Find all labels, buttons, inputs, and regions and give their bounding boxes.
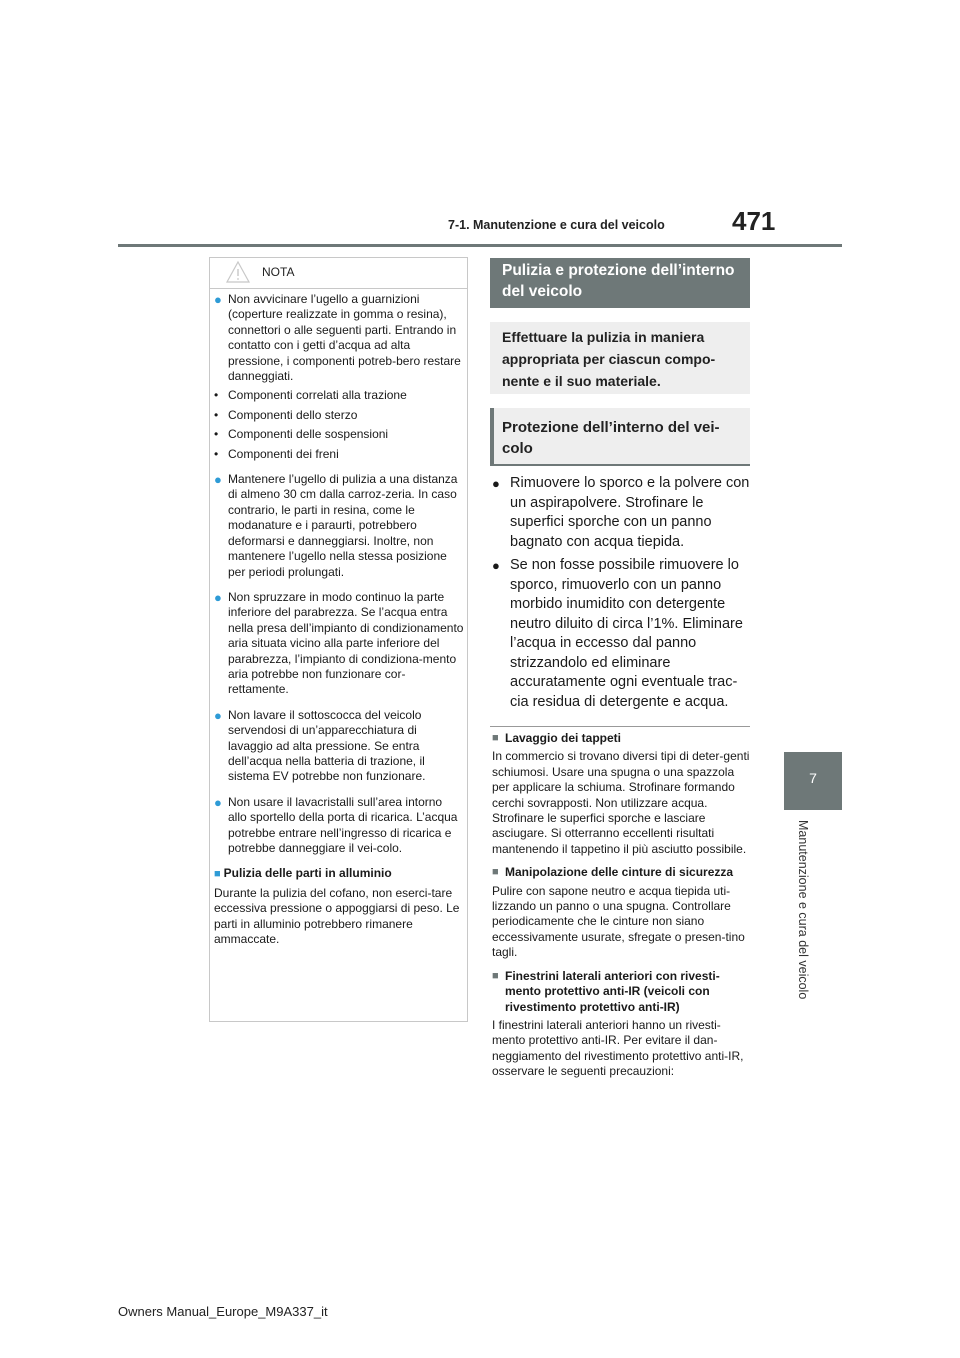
- list-item: ● Rimuovere lo sporco e la polvere con un aspirapolvere. Strofinare le superfici sporche con un panno bagnato con acqua tiepida.: [492, 474, 750, 552]
- note-bullet: ● Non lavare il sottoscocca del veicolo servendosi di un’apparecchiatura di lavaggio ad alta pressione. Se entra dell’acqua nella batteria di trazione, il sistema EV potrebbe non funzionare.: [214, 707, 426, 784]
- info-section: [492, 731, 750, 1088]
- note-sub-item: • Componenti correlati alla trazione: [214, 388, 407, 403]
- bullet-dot-icon: ●: [492, 476, 500, 491]
- bullet-dot-icon: ●: [214, 794, 222, 810]
- bullet-dot-icon: ●: [214, 589, 222, 605]
- bullet-dot-icon: ●: [492, 558, 500, 573]
- warning-triangle-icon: [225, 260, 251, 284]
- note-bullet: ● Mantenere l’ugello di pulizia a una distanza di almeno 30 cm dalla carroz-zeria. In caso contrario, le parti in resina, come le modanature e i paraurti, potrebbero deformarsi e danneggiarsi. Inoltre, non mantenere l’ugello nella stessa posizione per periodi prolungati.: [214, 472, 458, 579]
- page-number: 471: [732, 206, 776, 236]
- note-bullet: ● Non usare il lavacristalli sull’area intorno allo sportello della porta di ricarica. L’acqua potrebbe entrare nell’ingresso di ricarica e potrebbe danneggiare il vei-colo.: [214, 794, 458, 855]
- header-divider: [118, 244, 842, 247]
- note-sub-item: • Componenti delle sospensioni: [214, 427, 389, 442]
- square-bullet-icon: ■: [492, 732, 499, 744]
- info-heading: ■ Manipolazione delle cinture di sicurezza: [492, 865, 734, 880]
- main-heading: Pulizia e protezione dell’interno del veicolo: [490, 258, 750, 308]
- note-sub-item: • Componenti dello sterzo: [214, 407, 358, 422]
- care-list: [492, 474, 750, 716]
- info-heading: ■ Lavaggio dei tappeti: [492, 731, 622, 745]
- note-body: [214, 292, 464, 947]
- section-divider: [490, 726, 750, 727]
- note-sub-item: • Componenti dei freni: [214, 446, 339, 461]
- section-title: 7-1. Manutenzione e cura del veicolo: [448, 218, 665, 232]
- square-bullet-icon: ■: [492, 866, 499, 879]
- aluminium-text: Durante la pulizia del cofano, non eserci-tare eccessiva pressione o appoggiarsi di peso. Le parti in alluminio potrebbero rimanere ammaccate.: [214, 885, 460, 947]
- info-text: I finestrini laterali anteriori hanno un rivesti-mento protettivo anti-IR. Per evitare il dan-neggiamento del rivestimento protettivo anti-IR, osservare le seguenti precauzioni:: [492, 1017, 744, 1079]
- chapter-label: Manutenzione e cura del veicolo: [796, 820, 810, 1000]
- intro-box: Effettuare la pulizia in maniera appropriata per ciascun compo-nente e il suo materiale.: [490, 322, 750, 394]
- chapter-number: 7: [809, 770, 817, 786]
- info-heading: ■ Finestrini laterali anteriori con rivesti-mento protettivo anti-IR (veicoli con rivestimento protettivo anti-IR): [492, 968, 720, 1014]
- bullet-dot-icon: ●: [214, 707, 222, 723]
- list-item: ● Se non fosse possibile rimuovere lo sporco, rimuoverlo con un panno morbido inumidito con detergente neutro diluito di circa l’1%. Eliminare l’acqua in eccesso dal panno strizzandolo ed eliminare accuratamente ogni eventuale trac-cia residua di detergente e acqua.: [492, 556, 750, 712]
- note-bullet: ● Non spruzzare in modo continuo la parte inferiore del parabrezza. Se l’acqua entra nella presa dell’impianto di condizionamento aria situata vicino alla parte inferiore del parabrezza, l’impianto di condiziona-mento aria potrebbe non funzionare cor-rettamente.: [214, 589, 464, 697]
- sub-heading: Protezione dell’interno del vei-colo: [490, 408, 750, 466]
- info-text: Pulire con sapone neutro e acqua tiepida uti-lizzando un panno o una spugna. Controllare periodicamente che le cinture non siano eccessivamente usurate, sfregate o presen-tino tagli.: [492, 883, 745, 960]
- note-title: NOTA: [262, 265, 295, 279]
- info-text: In commercio si trovano diversi tipi di deter-genti schiumosi. Usare una spugna o una spazzola per applicare la schiuma. Strofinare formando cerchi sovrapposti. Non utilizzare acqua. Strofinare le superfici sporche e lasciare asciugare. Si otterranno eccellenti risultati mantenendo il tappetino il più asciutto possibile.: [492, 749, 750, 856]
- note-bullet: ● Non avvicinare l’ugello a guarnizioni (coperture realizzate in gomma o resina), connettori o alle seguenti parti. Entrando in contatto con i getti d’acqua ad alta pressione, i componenti potreb-bero restare danneggiati.: [214, 292, 461, 384]
- document-footer: Owners Manual_Europe_M9A337_it: [118, 1304, 328, 1319]
- bullet-dot-icon: ●: [214, 292, 222, 307]
- square-bullet-icon: ■: [214, 868, 221, 881]
- bullet-dot-icon: ●: [214, 472, 222, 488]
- aluminium-heading: ■ Pulizia delle parti in alluminio: [214, 866, 392, 881]
- square-bullet-icon: ■: [492, 969, 499, 982]
